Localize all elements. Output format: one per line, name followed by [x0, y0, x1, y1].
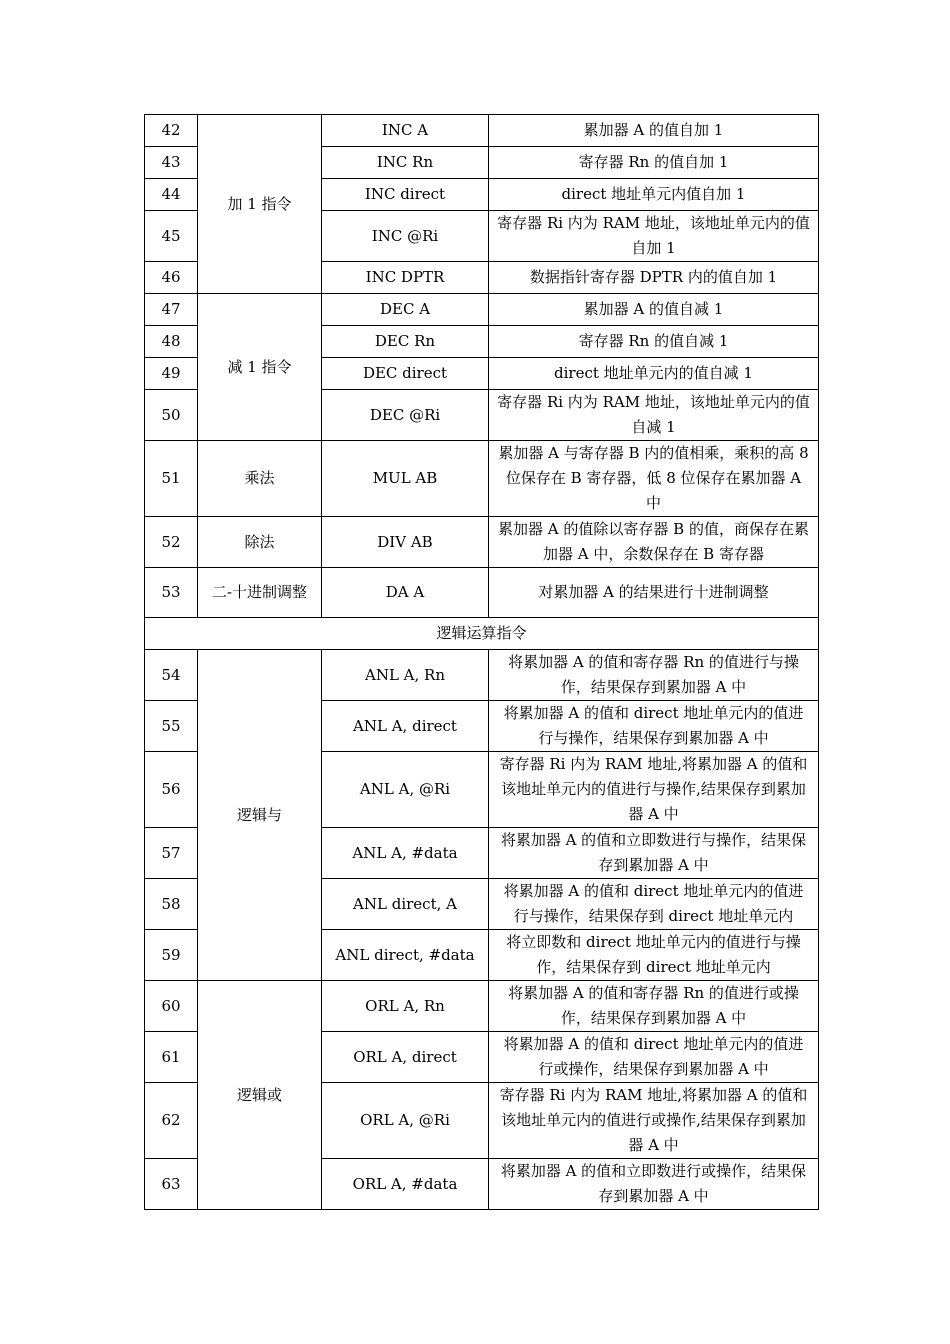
instruction-cell: INC A	[322, 115, 489, 147]
instruction-cell: MUL AB	[322, 441, 489, 517]
table-row	[145, 441, 819, 517]
description-cell: direct 地址单元内值自加 1	[489, 179, 819, 211]
row-number: 53	[145, 568, 198, 618]
row-number: 60	[145, 981, 198, 1032]
group-label-dec: 减 1 指令	[198, 294, 322, 441]
description-cell: 累加器 A 的值自加 1	[489, 115, 819, 147]
description-cell: 将累加器 A 的值和 direct 地址单元内的值进行或操作，结果保存到累加器 A 中	[489, 1032, 819, 1083]
instruction-cell: ORL A, direct	[322, 1032, 489, 1083]
description-cell: 累加器 A 的值除以寄存器 B 的值，商保存在累加器 A 中，余数保存在 B 寄存器	[489, 517, 819, 568]
instruction-cell: ANL A, Rn	[322, 650, 489, 701]
instruction-cell: ANL direct, #data	[322, 930, 489, 981]
instruction-cell: INC Rn	[322, 147, 489, 179]
instruction-cell: ANL A, #data	[322, 828, 489, 879]
table-row	[145, 115, 819, 147]
row-number: 46	[145, 262, 198, 294]
row-number: 62	[145, 1083, 198, 1159]
instruction-cell: ORL A, Rn	[322, 981, 489, 1032]
instruction-cell: INC direct	[322, 179, 489, 211]
description-cell: 将累加器 A 的值和立即数进行或操作，结果保存到累加器 A 中	[489, 1159, 819, 1210]
table-row	[145, 650, 819, 701]
instruction-cell: ORL A, #data	[322, 1159, 489, 1210]
row-number: 55	[145, 701, 198, 752]
row-number: 49	[145, 358, 198, 390]
instruction-cell: DIV AB	[322, 517, 489, 568]
section-row	[145, 618, 819, 650]
instruction-cell: DA A	[322, 568, 489, 618]
description-cell: 寄存器 Ri 内为 RAM 地址，该地址单元内的值自减 1	[489, 390, 819, 441]
row-number: 45	[145, 211, 198, 262]
table-row	[145, 294, 819, 326]
description-cell: 数据指针寄存器 DPTR 内的值自加 1	[489, 262, 819, 294]
description-cell: direct 地址单元内的值自减 1	[489, 358, 819, 390]
group-label-anl: 逻辑与	[198, 650, 322, 981]
description-cell: 将累加器 A 的值和寄存器 Rn 的值进行或操作，结果保存到累加器 A 中	[489, 981, 819, 1032]
description-cell: 将累加器 A 的值和 direct 地址单元内的值进行与操作，结果保存到累加器 A 中	[489, 701, 819, 752]
row-number: 43	[145, 147, 198, 179]
group-label-orl: 逻辑或	[198, 981, 322, 1210]
table-row	[145, 517, 819, 568]
table-row	[145, 981, 819, 1032]
description-cell: 将立即数和 direct 地址单元内的值进行与操作，结果保存到 direct 地址单元内	[489, 930, 819, 981]
row-number: 51	[145, 441, 198, 517]
description-cell: 累加器 A 与寄存器 B 内的值相乘，乘积的高 8 位保存在 B 寄存器，低 8 位保存在累加器 A 中	[489, 441, 819, 517]
section-title-logic: 逻辑运算指令	[145, 618, 819, 650]
group-label-mul: 乘法	[198, 441, 322, 517]
row-number: 63	[145, 1159, 198, 1210]
row-number: 57	[145, 828, 198, 879]
row-number: 47	[145, 294, 198, 326]
row-number: 44	[145, 179, 198, 211]
description-cell: 寄存器 Ri 内为 RAM 地址，该地址单元内的值自加 1	[489, 211, 819, 262]
description-cell: 对累加器 A 的结果进行十进制调整	[489, 568, 819, 618]
group-label-div: 除法	[198, 517, 322, 568]
description-cell: 寄存器 Ri 内为 RAM 地址,将累加器 A 的值和该地址单元内的值进行与操作,结果保存到累加器 A 中	[489, 752, 819, 828]
description-cell: 累加器 A 的值自减 1	[489, 294, 819, 326]
row-number: 56	[145, 752, 198, 828]
instruction-cell: INC @Ri	[322, 211, 489, 262]
description-cell: 寄存器 Rn 的值自加 1	[489, 147, 819, 179]
instruction-cell: DEC @Ri	[322, 390, 489, 441]
instruction-cell: ANL A, @Ri	[322, 752, 489, 828]
instruction-cell: DEC A	[322, 294, 489, 326]
description-cell: 将累加器 A 的值和 direct 地址单元内的值进行与操作，结果保存到 direct 地址单元内	[489, 879, 819, 930]
description-cell: 将累加器 A 的值和寄存器 Rn 的值进行与操作，结果保存到累加器 A 中	[489, 650, 819, 701]
instruction-cell: DEC Rn	[322, 326, 489, 358]
instruction-table	[144, 114, 819, 1210]
instruction-cell: INC DPTR	[322, 262, 489, 294]
description-cell: 将累加器 A 的值和立即数进行与操作，结果保存到累加器 A 中	[489, 828, 819, 879]
description-cell: 寄存器 Rn 的值自减 1	[489, 326, 819, 358]
instruction-cell: DEC direct	[322, 358, 489, 390]
instruction-cell: ANL A, direct	[322, 701, 489, 752]
row-number: 48	[145, 326, 198, 358]
row-number: 59	[145, 930, 198, 981]
description-cell: 寄存器 Ri 内为 RAM 地址,将累加器 A 的值和该地址单元内的值进行或操作,结果保存到累加器 A 中	[489, 1083, 819, 1159]
instruction-cell: ANL direct, A	[322, 879, 489, 930]
row-number: 52	[145, 517, 198, 568]
row-number: 42	[145, 115, 198, 147]
instruction-cell: ORL A, @Ri	[322, 1083, 489, 1159]
row-number: 58	[145, 879, 198, 930]
group-label-inc: 加 1 指令	[198, 115, 322, 294]
group-label-da: 二-十进制调整	[198, 568, 322, 618]
table-row	[145, 568, 819, 618]
row-number: 61	[145, 1032, 198, 1083]
row-number: 50	[145, 390, 198, 441]
row-number: 54	[145, 650, 198, 701]
